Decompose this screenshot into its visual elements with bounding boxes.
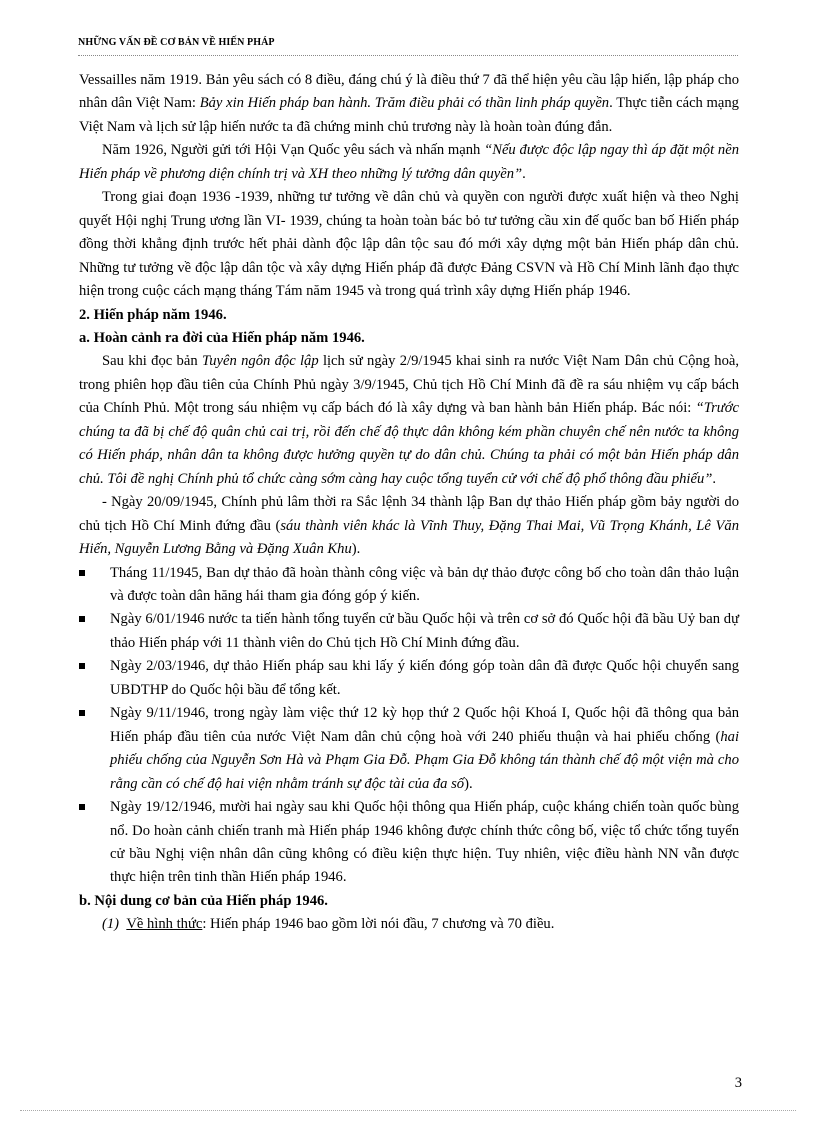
list-item: Ngày 9/11/1946, trong ngày làm việc thứ 12 kỳ họp thứ 2 Quốc hội Khoá I, Quốc hội đã thông qua bản Hiến pháp đầu tiên của nước Việt Nam dân chủ cộng hoà với 240 phiếu thuận và hai phiếu chống (hai phiếu chống của Nguyễn Sơn Hà và Phạm Gia Đỗ. Phạm Gia Đỗ không tán thành chế độ một viện mà cho rằng cần có chế độ hai viện nhằm tránh sự độc tài của đa số). <box>110 702 739 796</box>
list-item: Ngày 6/01/1946 nước ta tiến hành tổng tuyển cử bầu Quốc hội và trên cơ sở đó Quốc hội đã bầu Uỷ ban dự thảo Hiến pháp với 11 thành viên do Chủ tịch Hồ Chí Minh đứng đầu. <box>110 608 739 655</box>
subsection-heading: a. Hoàn cảnh ra đời của Hiến pháp năm 1946. <box>79 329 365 346</box>
bullet-list <box>79 562 739 890</box>
subsection-heading: b. Nội dung cơ bản của Hiến pháp 1946. <box>79 892 328 909</box>
item-number: (1) <box>102 916 120 933</box>
paragraph: Vessailles năm 1919. Bản yêu sách có 8 điều, đáng chú ý là điều thứ 7 đã thể hiện yêu cầu lập hiến, lập pháp cho nhân dân Việt Nam: Bảy xin Hiến pháp ban hành. Trăm điều phải có thần linh pháp quyền. Thực tiễn cách mạng Việt Nam và lịch sử lập hiến nước ta đã chứng minh chủ trương này là hoàn toàn đúng đắn. <box>79 72 739 135</box>
section-heading: 2. Hiến pháp năm 1946. <box>79 306 227 323</box>
list-item: Ngày 2/03/1946, dự thảo Hiến pháp sau khi lấy ý kiến đóng góp toàn dân đã được Quốc hội chuyển sang UBDTHP do Quốc hội bầu để tổng kết. <box>110 655 739 702</box>
square-bullet-icon <box>79 616 85 622</box>
paragraph: Trong giai đoạn 1936 -1939, những tư tưởng về dân chủ và quyền con người được xuất hiện và theo Nghị quyết Hội nghị Trung ương lần VI- 1939, chúng ta hoàn toàn bác bỏ tư tưởng cầu xin đế quốc ban bố Hiến pháp đồng thời khẳng định trước hết phải dành độc lập dân tộc sau đó mới xây dựng một bản Hiến pháp dân chủ. Những tư tưởng về độc lập dân tộc và xây dựng Hiến pháp đã được Đảng CSVN và Hồ Chí Minh lãnh đạo thực hiện trong cuộc cách mạng tháng Tám năm 1945 và trong quá trình xây dựng Hiến pháp 1946. <box>79 189 739 300</box>
running-header: NHỮNG VẤN ĐỀ CƠ BẢN VỀ HIẾN PHÁP <box>78 37 275 48</box>
page-body <box>79 69 739 937</box>
numbered-item: (1) Về hình thức: Hiến pháp 1946 bao gồm lời nói đầu, 7 chương và 70 điều. <box>102 916 555 933</box>
page-number: 3 <box>734 1075 742 1091</box>
square-bullet-icon <box>79 663 85 669</box>
list-item: Tháng 11/1945, Ban dự thảo đã hoàn thành công việc và bản dự thảo được công bố cho toàn dân thảo luận và được toàn dân hăng hái tham gia đóng góp ý kiến. <box>110 562 739 609</box>
square-bullet-icon <box>79 570 85 576</box>
paragraph: Năm 1926, Người gửi tới Hội Vạn Quốc yêu sách và nhấn mạnh “Nếu được độc lập ngay thì áp đặt một nền Hiến pháp về phương diện chính trị và XH theo những lý tưởng dân quyền”. <box>79 142 739 182</box>
paragraph: Sau khi đọc bản Tuyên ngôn độc lập lịch sử ngày 2/9/1945 khai sinh ra nước Việt Nam Dân chủ Cộng hoà, trong phiên họp đầu tiên của Chính Phủ ngày 3/9/1945, Chủ tịch Hồ Chí Minh đã đề ra sáu nhiệm vụ cấp bách của Chính Phủ. Một trong sáu nhiệm vụ cấp bách đó là xây dựng và ban hành bản Hiến pháp. Bác nói: “Trước chúng ta đã bị chế độ quân chủ cai trị, rồi đến chế độ thực dân không kém phần chuyên chế nên nước ta không có Hiến pháp, nhân dân ta không được hưởng quyền tự do dân chủ. Chúng ta phải có một bản Hiến pháp dân chủ. Tôi đề nghị Chính phủ tổ chức càng sớm càng hay cuộc tổng tuyển cử với chế độ phổ thông đầu phiếu”. <box>79 353 739 487</box>
square-bullet-icon <box>79 804 85 810</box>
list-item: Ngày 19/12/1946, mười hai ngày sau khi Quốc hội thông qua Hiến pháp, cuộc kháng chiến toàn quốc bùng nổ. Do hoàn cảnh chiến tranh mà Hiến pháp 1946 không được chính thức công bố, việc tổ chức tổng tuyển cử bầu Nghị viện nhân dân cũng không có điều kiện thực hiện. Tuy nhiên, việc điều hành NN vẫn được thực hiện trên tinh thần Hiến pháp 1946. <box>110 796 739 890</box>
header-divider <box>78 55 738 56</box>
paragraph: - Ngày 20/09/1945, Chính phủ lâm thời ra Sắc lệnh 34 thành lập Ban dự thảo Hiến pháp gồm bảy người do chủ tịch Hồ Chí Minh đứng đầu (sáu thành viên khác là Vĩnh Thuy, Đặng Thai Mai, Vũ Trọng Khánh, Lê Văn Hiến, Nguyễn Lương Bằng và Đặng Xuân Khu). <box>79 494 739 558</box>
square-bullet-icon <box>79 710 85 716</box>
footer-divider <box>20 1110 796 1111</box>
item-label: Về hình thức <box>126 916 203 933</box>
